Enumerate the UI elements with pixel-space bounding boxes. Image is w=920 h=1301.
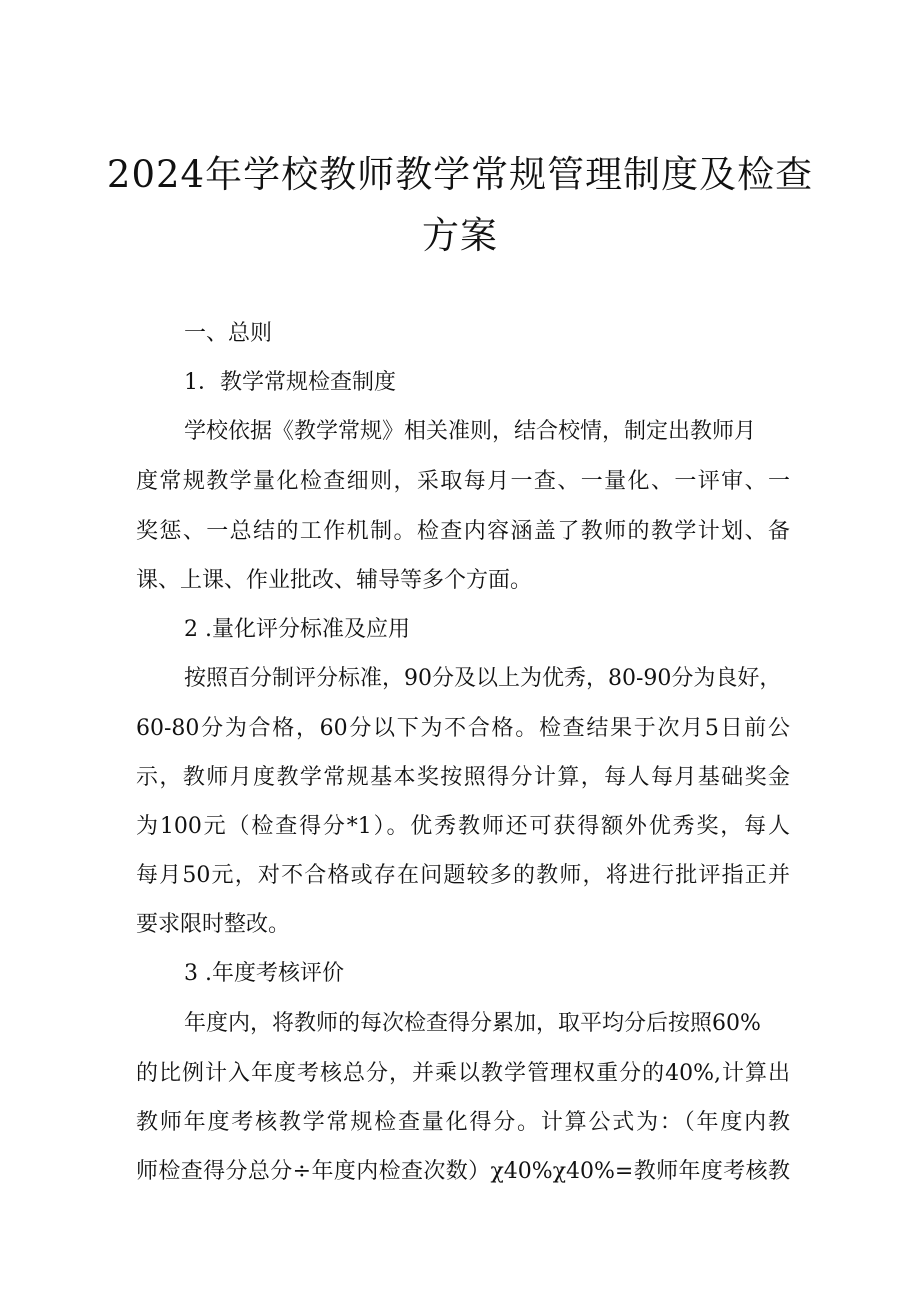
subsection-heading-2: 2 .量化评分标准及应用: [184, 617, 410, 642]
document-title-line-2: 方案: [422, 214, 498, 257]
paragraph-2-line-6: 要求限时整改。: [136, 912, 291, 937]
paragraph-1-line-1: 学校依据《教学常规》相关准则，结合校情，制定出教师月: [184, 419, 757, 444]
paragraph-3-line-3: 教师年度考核教学常规检查量化得分。计算公式为：（年度内教: [136, 1110, 790, 1135]
paragraph-2-line-3: 示，教师月度教学常规基本奖按照得分计算，每人每月基础奖金: [136, 765, 790, 790]
paragraph-1-line-4: 课、上课、作业批改、辅导等多个方面。: [136, 568, 533, 593]
paragraph-3-line-4: 师检查得分总分÷年度内检查次数）χ40%χ40%=教师年度考核教: [136, 1159, 790, 1184]
paragraph-2-line-2: 60-80分为合格，60分以下为不合格。检查结果于次月5日前公: [136, 716, 790, 741]
paragraph-1-line-2: 度常规教学量化检查细则，采取每月一查、一量化、一评审、一: [136, 469, 790, 494]
paragraph-3-line-1: 年度内，将教师的每次检查得分累加，取平均分后按照60%: [184, 1011, 761, 1036]
paragraph-2-line-5: 每月50元，对不合格或存在问题较多的教师，将进行批评指正并: [136, 863, 790, 888]
document-title-line-1: 2024年学校教师教学常规管理制度及检查: [106, 153, 814, 196]
paragraph-1-line-3: 奖惩、一总结的工作机制。检查内容涵盖了教师的教学计划、备: [136, 519, 790, 544]
subsection-heading-1: 1．教学常规检查制度: [184, 370, 396, 395]
section-heading-general: 一、总则: [184, 321, 273, 346]
paragraph-2-line-1: 按照百分制评分标准，90分及以上为优秀，80-90分为良好，: [184, 666, 782, 691]
subsection-heading-3: 3 .年度考核评价: [184, 961, 344, 986]
paragraph-3-line-2: 的比例计入年度考核总分，并乘以教学管理权重分的40%,计算出: [136, 1061, 790, 1086]
paragraph-2-line-4: 为100元（检查得分*1）。优秀教师还可获得额外优秀奖，每人: [136, 814, 790, 839]
